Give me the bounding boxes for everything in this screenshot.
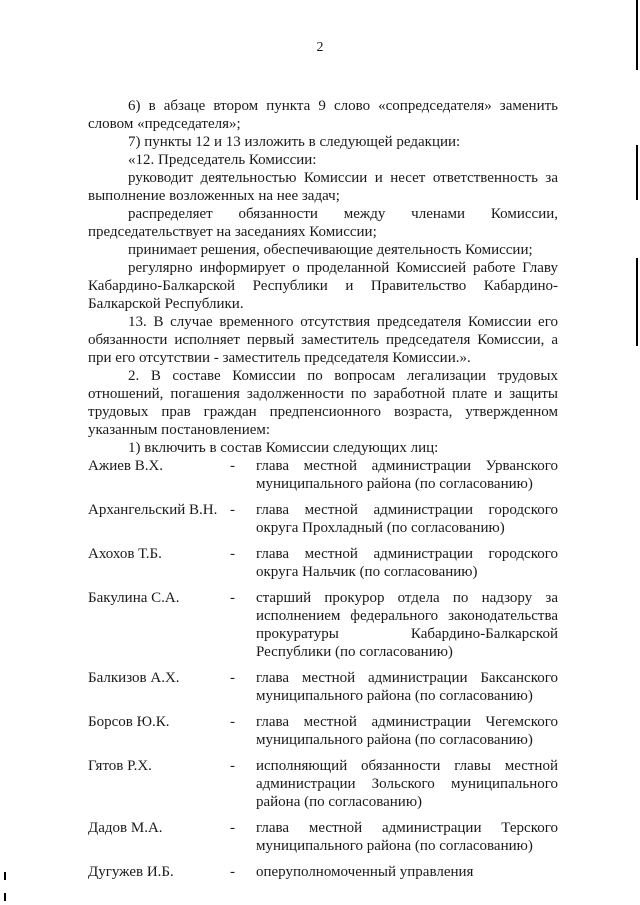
scan-edge-mark (636, 258, 638, 346)
member-list (88, 457, 558, 881)
member-position: исполняющий обязанности главы местной администрации Зольского муниципального района (по согласованию) (256, 758, 558, 810)
paragraph: регулярно информирует о проделанной Комиссией работе Главу Кабардино-Балкарской Республики и Правительство Кабардино-Балкарской Республики. (88, 260, 558, 312)
paragraph: 2. В составе Комиссии по вопросам легализации трудовых отношений, погашения задолженности по заработной плате и защиты трудовых прав граждан предпенсионного возраста, утвержденном указанным постановлением: (88, 368, 558, 438)
member-name: Ахохов Т.Б. (88, 546, 162, 562)
member-name: Дугужев И.Б. (88, 864, 174, 880)
member-row (88, 863, 558, 881)
member-position: глава местной администрации Чегемского муниципального района (по согласованию) (256, 714, 558, 748)
member-position: глава местной администрации городского округа Прохладный (по согласованию) (256, 502, 558, 536)
member-position: глава местной администрации Урванского муниципального района (по согласованию) (256, 458, 558, 492)
member-name: Гятов Р.Х. (88, 758, 152, 774)
page-number: 2 (316, 40, 324, 55)
paragraph: 13. В случае временного отсутствия председателя Комиссии его обязанности исполняет первый заместитель председателя Комиссии, а при его отсутствии - заместитель председателя Комиссии.». (88, 314, 558, 366)
member-position: глава местной администрации Баксанского муниципального района (по согласованию) (256, 670, 558, 704)
member-name: Ажиев В.Х. (88, 458, 164, 474)
member-dash: - (230, 758, 235, 774)
paragraph: «12. Председатель Комиссии: (128, 152, 317, 168)
member-name: Балкизов А.Х. (88, 670, 180, 686)
member-name: Борсов Ю.К. (88, 714, 170, 730)
paragraph: 1) включить в состав Комиссии следующих лиц: (128, 440, 439, 456)
member-row (88, 819, 558, 855)
scan-edge-mark (636, 145, 638, 200)
member-dash: - (230, 546, 235, 562)
member-dash: - (230, 590, 235, 606)
member-row (88, 501, 558, 537)
member-dash: - (230, 670, 235, 686)
member-row (88, 669, 558, 705)
paragraph: распределяет обязанности между членами Комиссии, председательствует на заседаниях Комиссии; (88, 206, 558, 240)
member-position: старший прокурор отдела по надзору за исполнением федерального законодательства прокуратуры Кабардино-Балкарской Республики (по согласованию) (256, 590, 558, 660)
member-dash: - (230, 864, 235, 880)
member-name: Дадов М.А. (88, 820, 163, 836)
member-dash: - (230, 502, 235, 518)
scan-edge-mark (4, 872, 6, 880)
member-row (88, 589, 558, 661)
paragraph: принимает решения, обеспечивающие деятельность Комиссии; (128, 242, 533, 258)
member-row (88, 757, 558, 811)
member-row (88, 545, 558, 581)
member-row (88, 713, 558, 749)
paragraph: 7) пункты 12 и 13 изложить в следующей редакции: (128, 134, 461, 150)
member-name: Бакулина С.А. (88, 590, 180, 606)
member-position: глава местной администрации Терского муниципального района (по согласованию) (256, 820, 558, 854)
member-position: глава местной администрации городского округа Нальчик (по согласованию) (256, 546, 558, 580)
member-dash: - (230, 458, 235, 474)
document-body (88, 97, 558, 889)
member-name: Архангельский В.Н. (88, 502, 218, 518)
member-row (88, 457, 558, 493)
scan-edge-mark (4, 893, 6, 901)
paragraph: 6) в абзаце втором пункта 9 слово «сопредседателя» заменить словом «председателя»; (88, 98, 558, 132)
member-dash: - (230, 820, 235, 836)
member-position: оперуполномоченный управления (256, 864, 474, 880)
scan-edge-mark (636, 0, 638, 70)
member-dash: - (230, 714, 235, 730)
paragraph: руководит деятельностью Комиссии и несет ответственность за выполнение возложенных на нее задач; (88, 170, 558, 204)
